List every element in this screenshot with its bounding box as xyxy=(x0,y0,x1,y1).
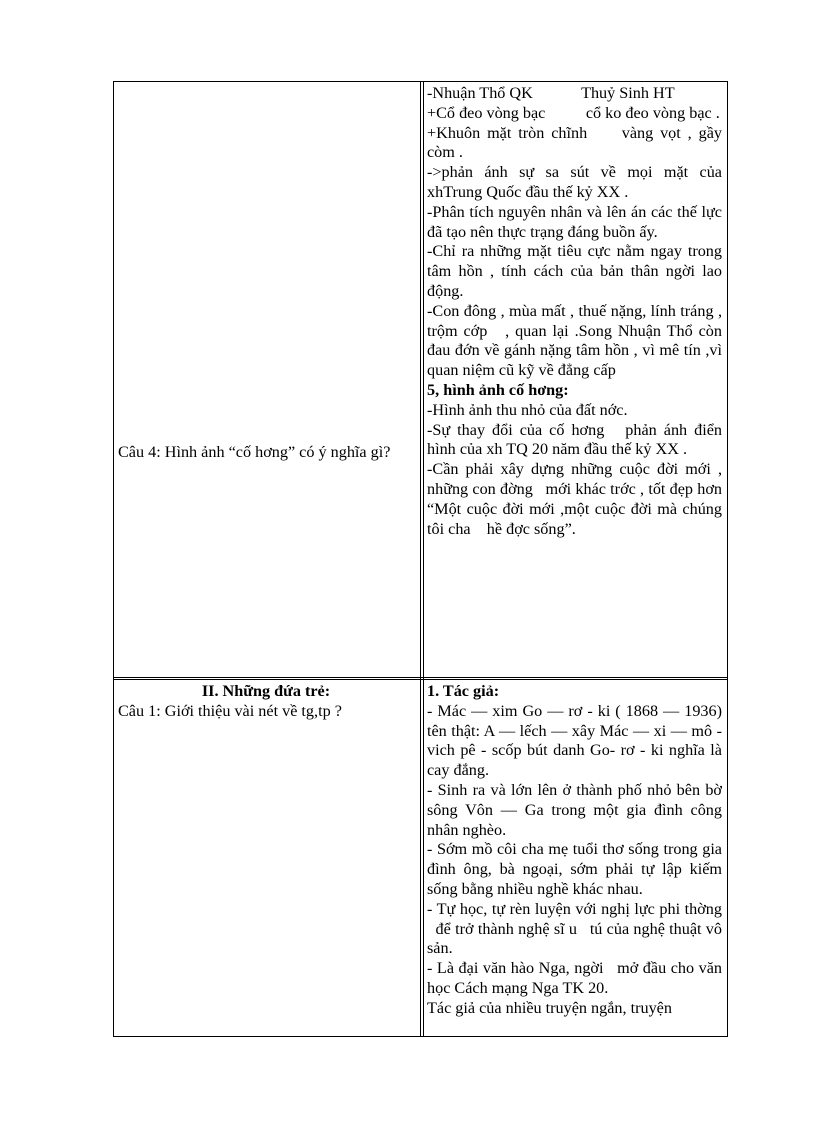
text-line: -Hình ảnh thu nhỏ của đất nớc. xyxy=(427,400,628,419)
text-line: +Khuôn mặt tròn chĩnh vàng vọt , gầy còm . xyxy=(427,123,722,162)
section1-right-cell xyxy=(427,84,722,539)
text-line: -Sự thay đổi của cố hơng phản ánh điển hình của xh TQ 20 năm đầu thế kỷ XX . xyxy=(427,420,722,459)
section1-left-cell xyxy=(118,443,414,463)
text-line: -Nhuận Thổ QK Thuỷ Sinh HT xyxy=(427,84,675,102)
text-line: - Tự học, tự rèn luyện với nghị lực phi thờng để trở thành nghệ sĩ u tú của nghệ thuật vô sản. xyxy=(427,899,722,958)
question-text: Câu 1: Giới thiệu vài nét về tg,tp ? xyxy=(118,701,342,720)
content-table xyxy=(113,81,728,1037)
section2-left-cell xyxy=(118,682,414,722)
text-line: +Cổ đeo vòng bạc cổ ko đeo vòng bạc . xyxy=(427,103,720,122)
text-line: -Chỉ ra những mặt tiêu cực nằm ngay trong tâm hồn , tính cách của bản thân ngời lao động. xyxy=(427,242,722,300)
text-line: -Con đông , mùa mất , thuế nặng, lính tráng , trộm cớp , quan lại .Song Nhuận Thổ còn đau đớn về gánh nặng tâm hồn , vì mê tín ,vì quan niệm cũ kỹ về đẳng cấp xyxy=(427,301,722,380)
section-heading: 5, hình ảnh cố hơng: xyxy=(427,380,569,399)
text-line: -Cần phải xây dựng những cuộc đời mới , những con đờng mới khác trớc , tốt đẹp hơn “Một cuộc đời mới ,một cuộc đời mà chúng tôi cha hề đợc sống”. xyxy=(427,460,722,538)
text-line: - Sớm mồ côi cha mẹ tuổi thơ sống trong gia đình ông, bà ngoại, sớm phải tự lập kiếm sống bằng nhiều nghề khác nhau. xyxy=(427,840,722,898)
text-line: -Phân tích nguyên nhân và lên án các thế lực đã tạo nên thực trạng đáng buồn ấy. xyxy=(427,202,722,241)
text-line: - Mác — xim Go — rơ - ki ( 1868 — 1936) tên thật: A — lếch — xây Mác — xi — mô - vich pê - scốp bút danh Go- rơ - ki nghĩa là cay đắng. xyxy=(427,701,722,780)
text-line: - Sinh ra và lớn lên ở thành phố nhỏ bên bờ sông Vôn — Ga trong một gia đình công nhân nghèo. xyxy=(427,780,722,839)
question-text: Câu 4: Hình ảnh “cố hơng” có ý nghĩa gì? xyxy=(118,443,391,461)
text-line: - Là đại văn hào Nga, ngời mở đầu cho văn học Cách mạng Nga TK 20. xyxy=(427,959,722,997)
column-divider xyxy=(423,82,424,1036)
column-divider xyxy=(420,82,421,1036)
row-divider xyxy=(114,677,727,680)
section-title: II. Những đứa trẻ: xyxy=(201,682,331,700)
section2-right-cell xyxy=(427,682,722,1019)
text-line: Tác giả của nhiều truyện ngắn, truyện xyxy=(427,998,672,1017)
section-heading: 1. Tác giả: xyxy=(427,682,500,700)
text-line: ->phản ánh sự sa sút về mọi mặt của xhTrung Quốc đầu thế kỷ XX . xyxy=(427,163,722,201)
